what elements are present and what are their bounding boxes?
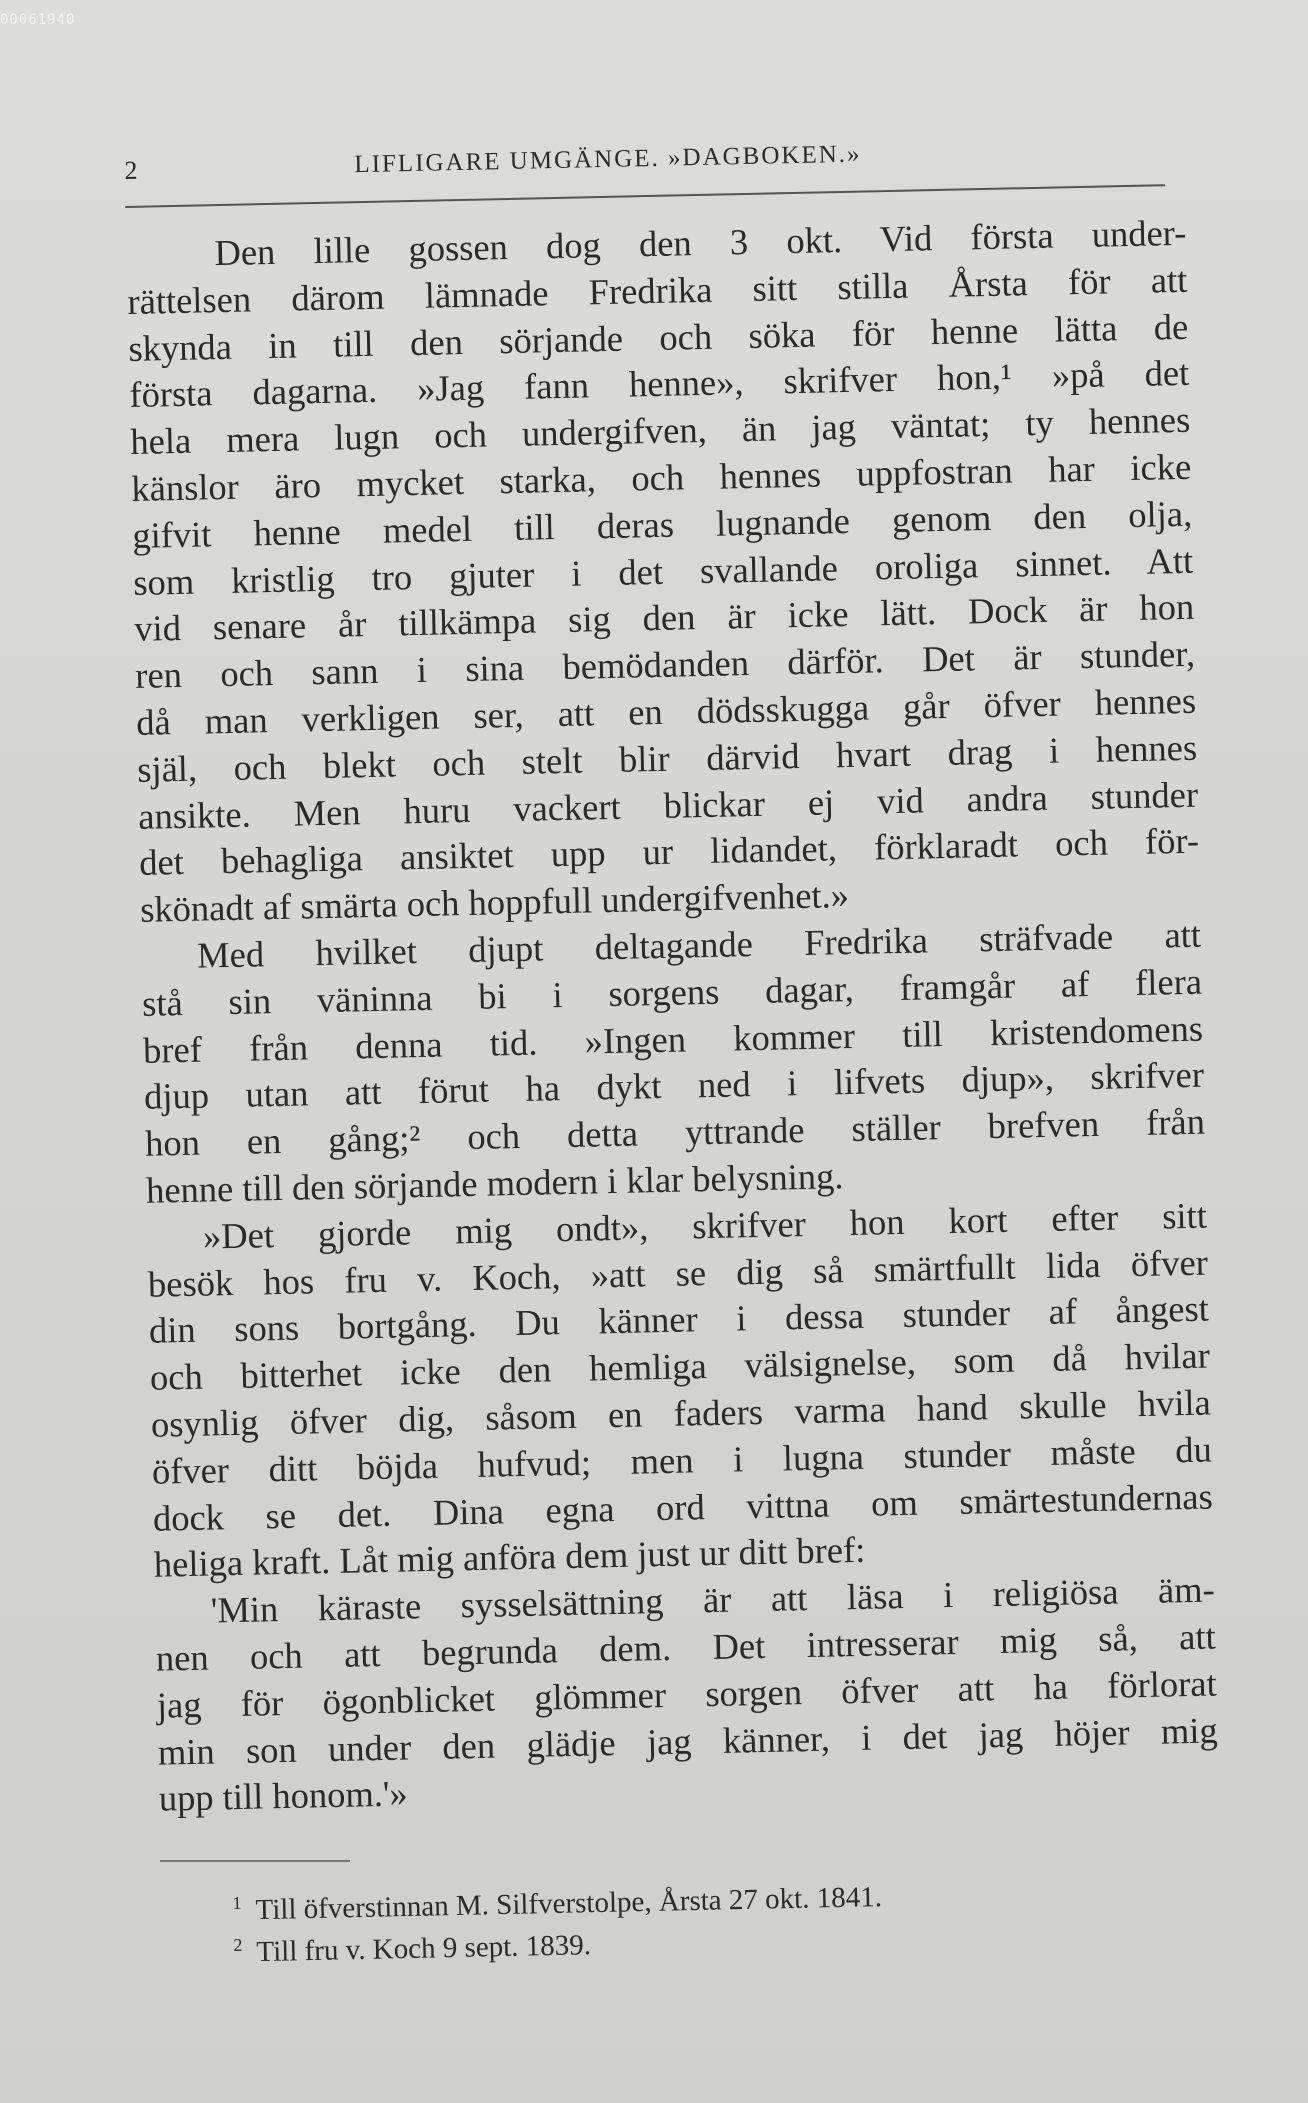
footnotes — [232, 1863, 1134, 1969]
text-line: bref från denna tid. »Ingen kommer till kristendomens — [142, 1007, 1204, 1071]
text-line: rättelsen därom lämnade Fredrika sitt stilla Årsta för att — [127, 258, 1188, 322]
footnote-text: Till öfverstinnan M. Silfverstolpe, Årsta 27 okt. 1841. — [255, 1881, 883, 1927]
text-line: som kristlig tro gjuter i det svallande oroliga sinnet. Att — [132, 539, 1194, 603]
text-line: Den lille gossen dog den 3 okt. Vid första under- — [214, 211, 1187, 274]
text-line: nen och att begrunda dem. Det intresserar mig så, att — [155, 1615, 1217, 1679]
text-line: Med hvilket djupt deltagande Fredrika sträfvade att — [196, 913, 1202, 976]
text-line: din sons bortgång. Du känner i dessa stunder af ångest — [148, 1287, 1210, 1352]
text-line: känslor äro mycket starka, och hennes uppfostran har icke — [130, 445, 1192, 509]
text-line: då man verkligen ser, att en dödsskugga går öfver hennes — [135, 679, 1197, 743]
text-line: själ, och blekt och stelt blir därvid hvart drag i hennes — [136, 726, 1198, 790]
text-line: skönadt af smärta och hoppfull undergifvenhet.» — [139, 874, 850, 931]
running-head — [124, 126, 1165, 208]
text-line: besök hos fru v. Koch, »att se dig så smärtfullt lida öfver — [147, 1241, 1209, 1305]
scan-id-label: 00061940 — [0, 12, 76, 28]
footnote-mark: 1 — [232, 1892, 242, 1913]
text-line: det behagliga ansiktet upp ur lidandet, förklaradt och för- — [138, 820, 1200, 884]
text-line: »Det gjorde mig ondt», skrifver hon kort efter sitt — [202, 1194, 1208, 1257]
text-line: och bitterhet icke den hemliga välsignelse, som då hvilar — [149, 1334, 1211, 1398]
text-line: djup utan att förut ha dykt ned i lifvets djup», skrifver — [143, 1053, 1205, 1118]
running-head-title: LIFLIGARE UMGÄNGE. »DAGBOKEN.» — [354, 140, 862, 179]
text-line: vid senare år tillkämpa sig den är icke lätt. Dock är hon — [133, 586, 1195, 650]
text-line: 'Min käraste sysselsättning är att läsa i religiösa äm- — [210, 1568, 1216, 1631]
text-line: öfver ditt böjda hufvud; men i lugna stunder måste du — [151, 1428, 1213, 1492]
text-line: min son under den glädje jag känner, i det jag höjer mig — [157, 1708, 1219, 1773]
text-line: stå sin väninna bi i sorgens dagar, framgår af flera — [141, 960, 1203, 1024]
text-line: hela mera lugn och undergifven, än jag väntat; ty hennes — [129, 398, 1191, 463]
footnote-separator — [160, 1860, 350, 1862]
text-line: gifvit henne medel till deras lugnande genom den olja, — [131, 492, 1193, 556]
text-line: heliga kraft. Låt mig anföra dem just ur ditt bref: — [153, 1529, 866, 1586]
text-line: henne till den sörjande modern i klar belysning. — [145, 1155, 844, 1211]
footnote-mark: 2 — [233, 1934, 243, 1955]
text-line: upp till honom.'» — [158, 1772, 409, 1819]
text-line: jag för ögonblicket glömmer sorgen öfver att ha förlorat — [156, 1662, 1218, 1726]
header-rule — [125, 184, 1165, 208]
page-number: 2 — [124, 155, 138, 185]
text-line: ren och sann i sina bemödanden därför. Det är stunder, — [134, 632, 1196, 697]
body-text — [126, 210, 1219, 1823]
footnote-text: Till fru v. Koch 9 sept. 1839. — [256, 1929, 592, 1969]
text-line: osynlig öfver dig, såsom en faders varma hand skulle hvila — [150, 1381, 1212, 1445]
text-line: dock se det. Dina egna ord vittna om smärtestundernas — [152, 1475, 1214, 1539]
text-line: första dagarna. »Jag fann henne», skrifver hon,¹ »på det — [128, 352, 1190, 416]
text-line: skynda in till den sörjande och söka för henne lätta de — [128, 305, 1189, 369]
text-line: ansikte. Men huru vackert blickar ej vid andra stunder — [137, 773, 1199, 837]
text-line: hon en gång;² och detta yttrande ställer brefven från — [144, 1100, 1206, 1164]
